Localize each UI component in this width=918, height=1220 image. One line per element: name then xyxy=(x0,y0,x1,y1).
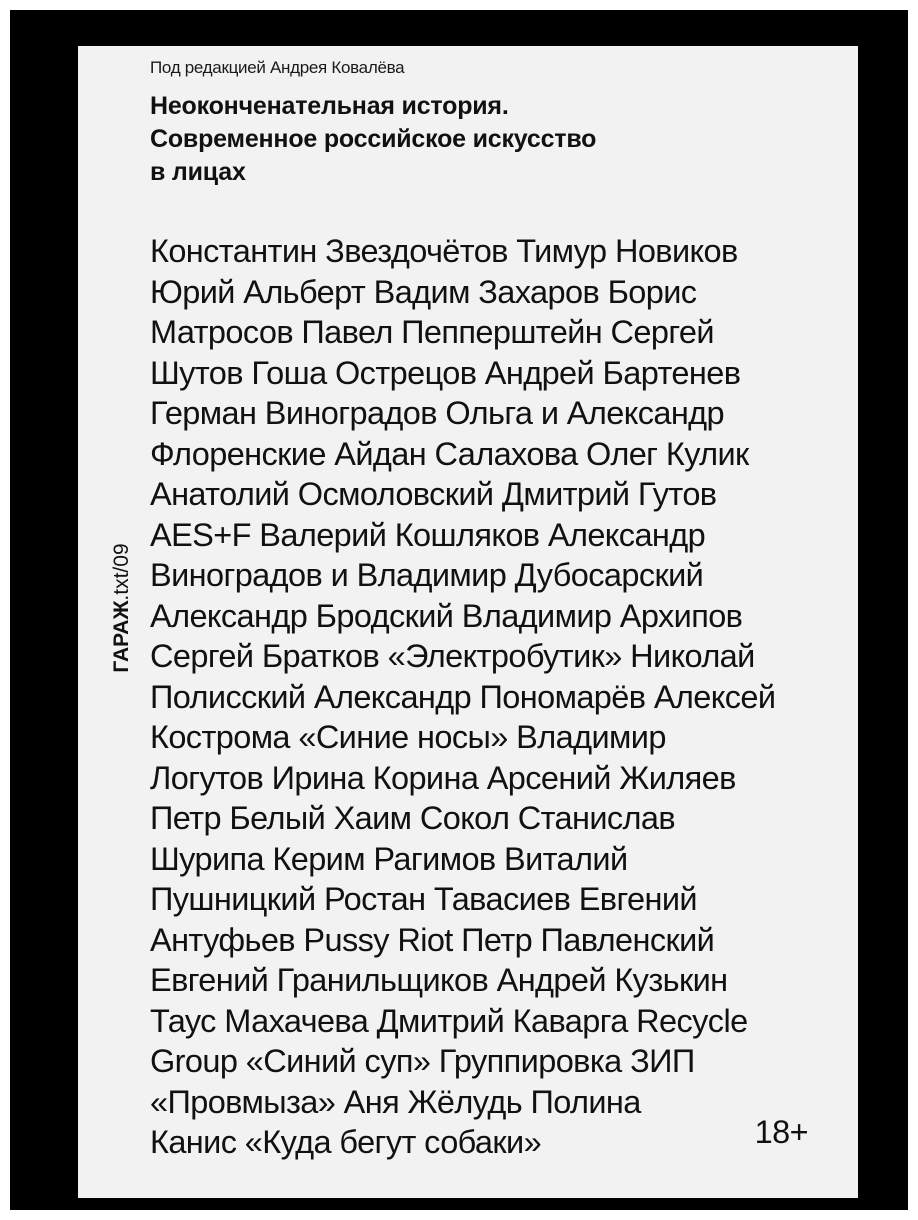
names-line: Group «Синий суп» Группировка ЗИП xyxy=(150,1043,695,1079)
names-line: Флоренские Айдан Салахова Олег Кулик xyxy=(150,435,749,472)
names-line: AES+F Валерий Кошляков Александр xyxy=(150,516,706,553)
title-line: Современное российское искусство xyxy=(150,125,597,153)
artist-names xyxy=(150,231,775,1163)
names-line: Сергей Братков «Электробутик» Николай xyxy=(150,638,755,674)
names-line: Полисский Александр Пономарёв Алексей xyxy=(150,678,776,715)
names-line: Герман Виноградов Ольга и Александр xyxy=(150,395,725,431)
names-line: Виноградов и Владимир Дубосарский xyxy=(150,557,704,593)
title-line: Неоконченательная история. xyxy=(150,92,509,120)
names-line: Логутов Ирина Корина Арсений Жиляев xyxy=(150,759,736,796)
names-line: Шутов Гоша Острецов Андрей Бартенев xyxy=(150,354,741,391)
names-line: Александр Бродский Владимир Архипов xyxy=(150,597,743,634)
names-line: Анатолий Осмоловский Дмитрий Гутов xyxy=(150,476,717,512)
series-label xyxy=(110,543,134,672)
names-line: Антуфьев Pussy Riot Петр Павленский xyxy=(150,921,715,958)
names-line: «Провмыза» Аня Жёлудь Полина xyxy=(150,1083,641,1120)
names-line: Евгений Гранильщиков Андрей Кузькин xyxy=(150,962,728,998)
editor-credit: Под редакцией Андрея Ковалёва xyxy=(150,58,405,77)
names-line: Матросов Павел Пепперштейн Сергей xyxy=(150,314,714,350)
names-line: Таус Махачева Дмитрий Каварга Recycle xyxy=(150,1002,748,1039)
names-line: Пушницкий Ростан Тавасиев Евгений xyxy=(150,881,697,917)
age-rating: 18+ xyxy=(754,1114,808,1150)
names-line: Кострома «Синие носы» Владимир xyxy=(150,719,666,755)
book-title xyxy=(150,90,596,189)
names-line: Константин Звездочётов Тимур Новиков xyxy=(150,233,738,269)
names-line: Юрий Альберт Вадим Захаров Борис xyxy=(150,273,697,310)
series-brand: ГАРАЖ xyxy=(110,600,133,673)
names-line: Петр Белый Хаим Сокол Станислав xyxy=(150,800,676,836)
title-line: в лицах xyxy=(150,158,246,186)
names-line: Шурипа Керим Рагимов Виталий xyxy=(150,840,628,877)
names-line: Канис «Куда бегут собаки» xyxy=(150,1124,542,1160)
series-suffix: .txt/09 xyxy=(110,543,133,601)
